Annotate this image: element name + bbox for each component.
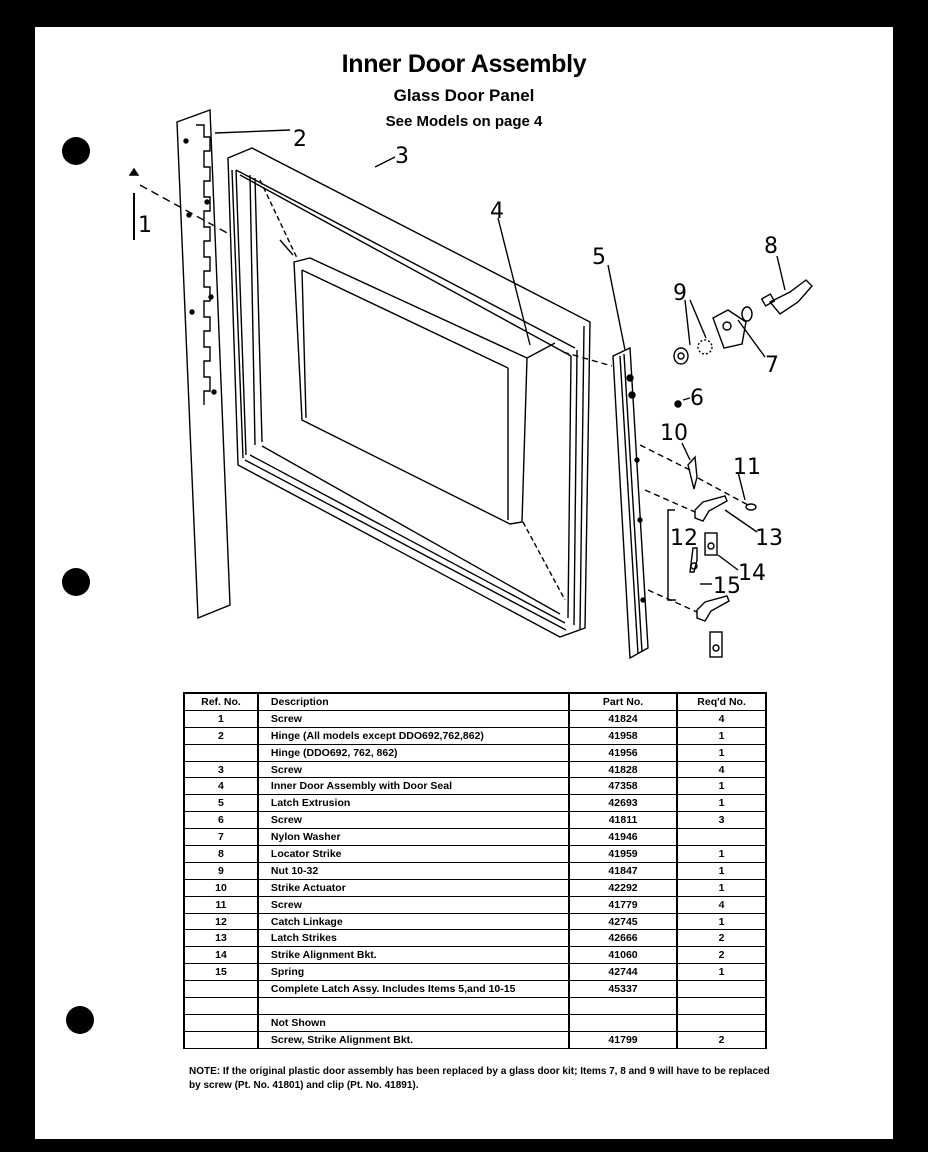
parts-table: [183, 692, 767, 1049]
reqd-no-cell: [677, 1014, 766, 1031]
col-reqd-no: Req'd No.: [677, 693, 766, 710]
callout-13: 13: [755, 526, 783, 551]
col-ref-no: Ref. No.: [184, 693, 258, 710]
latch-extrusion-part: [613, 348, 648, 658]
description-cell: Strike Actuator: [258, 879, 569, 896]
description-cell: Screw, Strike Alignment Bkt.: [258, 1031, 569, 1048]
callout-8: 8: [764, 234, 778, 259]
description-cell: Screw: [258, 896, 569, 913]
part-no-cell: 41811: [569, 812, 677, 829]
table-row: [184, 981, 766, 998]
part-no-cell: 42744: [569, 964, 677, 981]
part-no-cell: 41828: [569, 761, 677, 778]
binder-hole: [66, 1006, 94, 1034]
callout-2: 2: [293, 127, 307, 152]
ref-no-cell: 1: [184, 710, 258, 727]
reqd-no-cell: [677, 998, 766, 1015]
description-cell: Hinge (All models except DDO692,762,862): [258, 727, 569, 744]
description-cell: Strike Alignment Bkt.: [258, 947, 569, 964]
hinge-part: [177, 110, 230, 618]
description-cell: Nylon Washer: [258, 829, 569, 846]
callout-14: 14: [738, 561, 766, 586]
table-row: [184, 879, 766, 896]
ref-no-cell: 8: [184, 846, 258, 863]
table-row: [184, 846, 766, 863]
callout-1: 1: [138, 213, 152, 238]
table-row: [184, 913, 766, 930]
reqd-no-cell: 4: [677, 896, 766, 913]
reqd-no-cell: 1: [677, 862, 766, 879]
reqd-no-cell: 4: [677, 710, 766, 727]
ref-no-cell: 12: [184, 913, 258, 930]
callout-3: 3: [395, 144, 409, 169]
table-row: [184, 1014, 766, 1031]
ref-no-cell: 5: [184, 795, 258, 812]
description-cell: Complete Latch Assy. Includes Items 5,and 10-15: [258, 981, 569, 998]
reqd-no-cell: 2: [677, 947, 766, 964]
description-cell: Screw: [258, 710, 569, 727]
callout-9: 9: [673, 281, 687, 306]
reqd-no-cell: 1: [677, 744, 766, 761]
ref-no-cell: [184, 1031, 258, 1048]
col-description: Description: [258, 693, 569, 710]
part-no-cell: [569, 1014, 677, 1031]
part-no-cell: 41958: [569, 727, 677, 744]
table-row: [184, 930, 766, 947]
table-row: [184, 778, 766, 795]
table-row: [184, 812, 766, 829]
reqd-no-cell: 1: [677, 846, 766, 863]
part-no-cell: 42745: [569, 913, 677, 930]
part-no-cell: 42693: [569, 795, 677, 812]
callout-7: 7: [765, 353, 779, 378]
models-reference: See Models on page 4: [385, 113, 543, 130]
ref-no-cell: 9: [184, 862, 258, 879]
callout-12: 12: [670, 526, 698, 551]
table-row: [184, 829, 766, 846]
ref-no-cell: 13: [184, 930, 258, 947]
part-no-cell: 41060: [569, 947, 677, 964]
table-row: [184, 1031, 766, 1048]
ref-no-cell: 11: [184, 896, 258, 913]
part-no-cell: 41847: [569, 862, 677, 879]
table-row: [184, 896, 766, 913]
description-cell: [258, 998, 569, 1015]
table-row: [184, 862, 766, 879]
reqd-no-cell: 1: [677, 778, 766, 795]
table-row: [184, 744, 766, 761]
reqd-no-cell: 3: [677, 812, 766, 829]
reqd-no-cell: 1: [677, 795, 766, 812]
ref-no-cell: 4: [184, 778, 258, 795]
table-row: [184, 795, 766, 812]
ref-no-cell: 6: [184, 812, 258, 829]
inner-door-assembly-part: [228, 148, 590, 637]
table-row: [184, 947, 766, 964]
page-subtitle: Glass Door Panel: [393, 86, 535, 105]
part-no-cell: 41799: [569, 1031, 677, 1048]
reqd-no-cell: [677, 981, 766, 998]
ref-no-cell: [184, 981, 258, 998]
callout-11: 11: [733, 455, 761, 480]
reqd-no-cell: 1: [677, 879, 766, 896]
ref-no-cell: [184, 1014, 258, 1031]
ref-no-cell: 2: [184, 727, 258, 744]
ref-no-cell: [184, 744, 258, 761]
callout-6: 6: [690, 386, 704, 411]
reqd-no-cell: 4: [677, 761, 766, 778]
reqd-no-cell: 1: [677, 964, 766, 981]
part-no-cell: 41946: [569, 829, 677, 846]
ref-no-cell: 7: [184, 829, 258, 846]
part-no-cell: 42666: [569, 930, 677, 947]
description-cell: Nut 10-32: [258, 862, 569, 879]
col-part-no: Part No.: [569, 693, 677, 710]
description-cell: Not Shown: [258, 1014, 569, 1031]
description-cell: Latch Strikes: [258, 930, 569, 947]
part-no-cell: 47358: [569, 778, 677, 795]
table-row: [184, 964, 766, 981]
reqd-no-cell: [677, 829, 766, 846]
description-cell: Catch Linkage: [258, 913, 569, 930]
ref-no-cell: 14: [184, 947, 258, 964]
description-cell: Spring: [258, 964, 569, 981]
ref-no-cell: 15: [184, 964, 258, 981]
description-cell: Latch Extrusion: [258, 795, 569, 812]
description-cell: Screw: [258, 761, 569, 778]
reqd-no-cell: 1: [677, 913, 766, 930]
part-no-cell: 42292: [569, 879, 677, 896]
table-header-row: [184, 693, 766, 710]
description-cell: Screw: [258, 812, 569, 829]
description-cell: Inner Door Assembly with Door Seal: [258, 778, 569, 795]
table-row: [184, 727, 766, 744]
callout-5: 5: [592, 245, 606, 270]
part-no-cell: 41824: [569, 710, 677, 727]
part-no-cell: 45337: [569, 981, 677, 998]
callout-15: 15: [713, 574, 741, 599]
ref-no-cell: [184, 998, 258, 1015]
footnote: NOTE: If the original plastic door assembly has been replaced by a glass door kit; Items 7, 8 and 9 will have to be replaced by screw (Pt. No. 41801) and clip (Pt. No. 41891).: [189, 1066, 770, 1091]
part-no-cell: [569, 998, 677, 1015]
description-cell: Hinge (DDO692, 762, 862): [258, 744, 569, 761]
reqd-no-cell: 2: [677, 1031, 766, 1048]
callout-4: 4: [490, 199, 504, 224]
part-no-cell: 41959: [569, 846, 677, 863]
reqd-no-cell: 2: [677, 930, 766, 947]
page-title: Inner Door Assembly: [341, 50, 587, 78]
ref-no-cell: 3: [184, 761, 258, 778]
ref-no-cell: 10: [184, 879, 258, 896]
reqd-no-cell: 1: [677, 727, 766, 744]
callout-10: 10: [660, 421, 688, 446]
table-row: [184, 710, 766, 727]
table-row: [184, 998, 766, 1015]
part-no-cell: 41779: [569, 896, 677, 913]
table-row: [184, 761, 766, 778]
part-no-cell: 41956: [569, 744, 677, 761]
description-cell: Locator Strike: [258, 846, 569, 863]
